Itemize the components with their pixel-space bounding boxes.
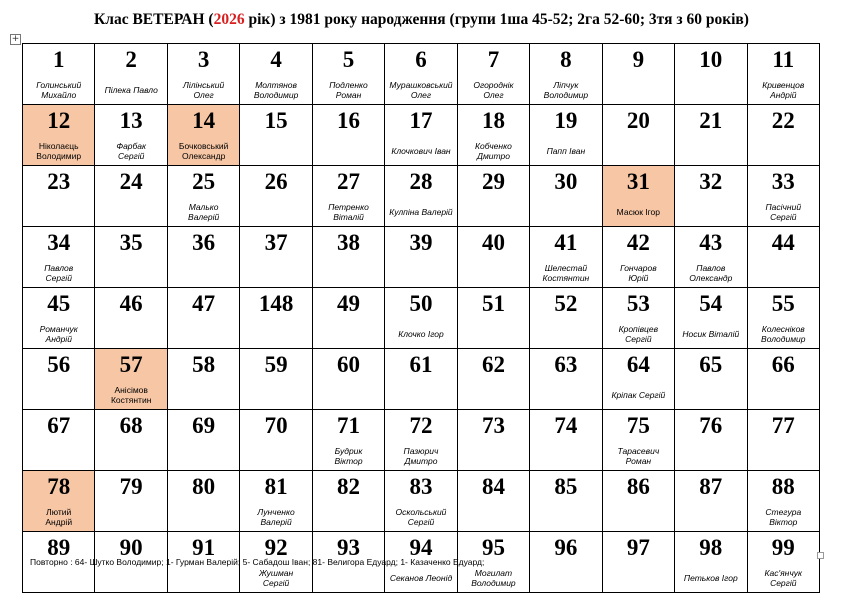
cell-name (312, 320, 384, 349)
cell-name (23, 76, 95, 105)
title-year: 2026 (213, 11, 245, 28)
cell-number: 92 (240, 532, 312, 565)
cell-name-line: Огороднік (473, 80, 514, 90)
cell-name-line: Кулпіна Валерій (389, 207, 453, 217)
cell-name (747, 137, 819, 166)
cell-number: 64 (602, 349, 674, 382)
cell-name (23, 442, 95, 471)
cell-name (385, 137, 457, 166)
cell-name (23, 198, 95, 227)
cell-name (530, 137, 602, 166)
table-move-handle-icon[interactable]: + (11, 34, 20, 44)
cell-name-line: Голинський (36, 80, 82, 90)
cell-name (385, 320, 457, 349)
cell-number: 1 (23, 44, 95, 77)
cell-name (602, 564, 674, 593)
cell-name (312, 503, 384, 532)
cell-name (95, 259, 167, 288)
cell-name (167, 198, 239, 227)
cell-name (457, 320, 529, 349)
cell-name (457, 137, 529, 166)
cell-number: 13 (95, 105, 167, 138)
cell-number: 42 (602, 227, 674, 260)
grid-name-row (23, 381, 820, 410)
cell-number: 88 (747, 471, 819, 504)
cell-number: 35 (95, 227, 167, 260)
cell-name-line: Носик Віталій (682, 329, 740, 339)
cell-name (457, 259, 529, 288)
cell-name (675, 564, 747, 593)
cell-name (167, 137, 239, 166)
cell-number: 72 (385, 410, 457, 443)
cell-number: 54 (675, 288, 747, 321)
cell-name-line: Сергій (117, 151, 145, 161)
grid-name-row (23, 259, 820, 288)
cell-number: 91 (167, 532, 239, 565)
cell-name-line: Будрик (334, 446, 363, 456)
grid-number-row (23, 349, 820, 382)
cell-number: 11 (747, 44, 819, 77)
cell-name (530, 442, 602, 471)
cell-name (675, 259, 747, 288)
cell-number: 7 (457, 44, 529, 77)
cell-number: 58 (167, 349, 239, 382)
cell-name (23, 503, 95, 532)
cell-name (747, 503, 819, 532)
cell-number: 60 (312, 349, 384, 382)
cell-name-line: Валерій (260, 517, 292, 527)
cell-name-line: Олександр (181, 151, 226, 161)
cell-name (312, 381, 384, 410)
cell-name-line: Стегура (765, 507, 802, 517)
cell-name (602, 137, 674, 166)
cell-name (240, 503, 312, 532)
cell-number: 26 (240, 166, 312, 199)
cell-number: 39 (385, 227, 457, 260)
cell-name (23, 137, 95, 166)
cell-name-line: Сергій (770, 578, 797, 588)
cell-name (675, 320, 747, 349)
cell-name-line: Петьков Ігор (683, 573, 738, 583)
cell-name-line: Жушман (258, 568, 294, 578)
title-suffix: рік) з 1981 року народження (групи 1ша 45-52; 2га 52-60; 3тя з 60 років) (244, 11, 749, 28)
cell-name (530, 320, 602, 349)
cell-name (457, 76, 529, 105)
cell-name-line: Віталій (333, 212, 364, 222)
cell-name (747, 564, 819, 593)
cell-name-line: Павлов (696, 263, 726, 273)
cell-name (240, 320, 312, 349)
cell-name (312, 76, 384, 105)
cell-name-line: Папп Іван (546, 146, 586, 156)
cell-number: 41 (530, 227, 602, 260)
cell-name-line: Олег (483, 90, 504, 100)
cell-number: 96 (530, 532, 602, 565)
cell-number: 57 (95, 349, 167, 382)
title-prefix: Клас ВЕТЕРАН ( (94, 11, 214, 28)
cell-name (675, 198, 747, 227)
cell-number: 95 (457, 532, 529, 565)
cell-name-line: Лілінський (183, 80, 225, 90)
cell-name (602, 381, 674, 410)
cell-name (602, 503, 674, 532)
cell-name-line: Ніколаєць (38, 141, 79, 151)
cell-name-line: Андрій (45, 517, 73, 527)
cell-name (457, 442, 529, 471)
cell-name (167, 76, 239, 105)
cell-name-line: Мурашковський (389, 80, 453, 90)
grid-number-row (23, 105, 820, 138)
cell-number: 21 (675, 105, 747, 138)
cell-number: 85 (530, 471, 602, 504)
cell-name-line: Пілека Павло (104, 85, 158, 95)
cell-number: 63 (530, 349, 602, 382)
cell-name (167, 503, 239, 532)
cell-number: 75 (602, 410, 674, 443)
grid-number-row (23, 166, 820, 199)
cell-number: 16 (312, 105, 384, 138)
cell-name (95, 137, 167, 166)
cell-number: 148 (240, 288, 312, 321)
grid-name-row (23, 320, 820, 349)
grid-number-row (23, 44, 820, 77)
cell-number: 14 (167, 105, 239, 138)
cell-number: 27 (312, 166, 384, 199)
cell-name (240, 76, 312, 105)
cell-name (675, 442, 747, 471)
cell-name (530, 198, 602, 227)
cell-name (747, 442, 819, 471)
cell-name (385, 564, 457, 593)
cell-number: 23 (23, 166, 95, 199)
cell-number: 66 (747, 349, 819, 382)
cell-number: 18 (457, 105, 529, 138)
cell-number: 12 (23, 105, 95, 138)
cell-number: 25 (167, 166, 239, 199)
cell-number: 76 (675, 410, 747, 443)
cell-number: 68 (95, 410, 167, 443)
cell-name-line: Шелестай (544, 263, 588, 273)
cell-name-line: Лютий (46, 507, 72, 517)
cell-name (95, 76, 167, 105)
grid-number-row (23, 471, 820, 504)
grid-name-row (23, 137, 820, 166)
cell-number: 87 (675, 471, 747, 504)
cell-name (602, 442, 674, 471)
cell-name (530, 76, 602, 105)
cell-name (95, 442, 167, 471)
cell-name-line: Петренко (328, 202, 369, 212)
cell-number: 98 (675, 532, 747, 565)
cell-name-line: Молтянов (255, 80, 297, 90)
cell-name (240, 137, 312, 166)
cell-number: 59 (240, 349, 312, 382)
cell-number: 80 (167, 471, 239, 504)
cell-name (457, 198, 529, 227)
cell-name (457, 564, 529, 593)
cell-number: 40 (457, 227, 529, 260)
cell-name-line: Олександр (689, 273, 733, 283)
cell-number: 99 (747, 532, 819, 565)
cell-number: 44 (747, 227, 819, 260)
cell-number: 55 (747, 288, 819, 321)
cell-name-line: Клочкович Іван (391, 146, 451, 156)
cell-name (385, 381, 457, 410)
cell-name-line: Пасічний (765, 202, 802, 212)
cell-name (530, 564, 602, 593)
cell-number: 97 (602, 532, 674, 565)
grid-name-row (23, 198, 820, 227)
cell-name-line: Романчук (39, 324, 78, 334)
cell-number: 83 (385, 471, 457, 504)
cell-name (385, 198, 457, 227)
repeat-note: Повторно : 64- Шутко Володимир; 1- Гурман Валерій; 5- Сабадош Іван; 81- Велигора Едуард; 1- Казаченко Едуард; (30, 557, 485, 567)
cell-name (312, 564, 384, 593)
cell-name (385, 259, 457, 288)
cell-number: 38 (312, 227, 384, 260)
cell-name-line: Павлов (44, 263, 74, 273)
cell-number: 17 (385, 105, 457, 138)
cell-name-line: Масюк Ігор (616, 207, 661, 217)
cell-number: 20 (602, 105, 674, 138)
cell-name (23, 259, 95, 288)
cell-number: 3 (167, 44, 239, 77)
cell-name-line: Кріпак Сергій (611, 390, 666, 400)
cell-number: 47 (167, 288, 239, 321)
cell-name (675, 137, 747, 166)
cell-name (602, 198, 674, 227)
cell-number: 89 (23, 532, 95, 565)
cell-number: 50 (385, 288, 457, 321)
cell-name (602, 259, 674, 288)
cell-name-line: Володимир (471, 578, 516, 588)
grid-name-row (23, 76, 820, 105)
cell-name (312, 137, 384, 166)
table-resize-handle[interactable] (817, 552, 824, 559)
cell-name (167, 442, 239, 471)
cell-name (530, 381, 602, 410)
cell-number: 73 (457, 410, 529, 443)
cell-number: 8 (530, 44, 602, 77)
cell-number: 51 (457, 288, 529, 321)
cell-number: 34 (23, 227, 95, 260)
cell-number: 37 (240, 227, 312, 260)
grid-name-row (23, 564, 820, 593)
cell-number: 36 (167, 227, 239, 260)
cell-name-line: Юрій (628, 273, 649, 283)
cell-name-line: Кас'янчук (764, 568, 803, 578)
cell-name-line: Сергій (625, 334, 652, 344)
grid-name-row (23, 442, 820, 471)
cell-name (312, 198, 384, 227)
cell-number: 29 (457, 166, 529, 199)
cell-number: 90 (95, 532, 167, 565)
cell-name-line: Тарасевич (617, 446, 660, 456)
cell-name (240, 198, 312, 227)
cell-name-line: Подленко (329, 80, 368, 90)
cell-number: 81 (240, 471, 312, 504)
cell-number: 78 (23, 471, 95, 504)
cell-number: 45 (23, 288, 95, 321)
cell-name (23, 320, 95, 349)
cell-name-line: Кривенцов (762, 80, 805, 90)
cell-number: 49 (312, 288, 384, 321)
cell-name-line: Анісімов (114, 385, 148, 395)
cell-name-line: Михайло (41, 90, 77, 100)
cell-number: 19 (530, 105, 602, 138)
cell-name (385, 442, 457, 471)
cell-number: 62 (457, 349, 529, 382)
cell-name-line: Дмитро (404, 456, 438, 466)
cell-number: 65 (675, 349, 747, 382)
cell-number: 69 (167, 410, 239, 443)
cell-name (167, 259, 239, 288)
grid-name-row (23, 503, 820, 532)
cell-name-line: Клочко Ігор (398, 329, 444, 339)
cell-name-line: Дмитро (476, 151, 510, 161)
number-grid-table (22, 43, 820, 593)
cell-name-line: Віктор (769, 517, 798, 527)
cell-number: 67 (23, 410, 95, 443)
cell-name-line: Секанов Леонід (389, 573, 453, 583)
cell-name (95, 564, 167, 593)
cell-name-line: Костянтин (110, 395, 152, 405)
cell-name-line: Гончаров (620, 263, 657, 273)
cell-name-line: Сергій (262, 578, 290, 588)
cell-name (240, 259, 312, 288)
cell-name-line: Костянтин (542, 273, 590, 283)
grid-number-row (23, 410, 820, 443)
cell-name-line: Андрій (45, 334, 72, 344)
cell-name (312, 259, 384, 288)
cell-number: 46 (95, 288, 167, 321)
cell-number: 22 (747, 105, 819, 138)
cell-number: 79 (95, 471, 167, 504)
cell-name-line: Могилат (474, 568, 513, 578)
cell-name-line: Олег (410, 90, 432, 100)
cell-number: 53 (602, 288, 674, 321)
cell-number: 94 (385, 532, 457, 565)
cell-name (747, 76, 819, 105)
cell-name-line: Володимир (253, 90, 299, 100)
cell-number: 56 (23, 349, 95, 382)
cell-number: 28 (385, 166, 457, 199)
cell-name (747, 259, 819, 288)
cell-name (675, 76, 747, 105)
cell-name (240, 381, 312, 410)
cell-number: 77 (747, 410, 819, 443)
cell-number: 43 (675, 227, 747, 260)
cell-name-line: Кобченко (475, 141, 512, 151)
cell-name (602, 320, 674, 349)
cell-name (167, 320, 239, 349)
cell-name-line: Бочковський (178, 141, 229, 151)
cell-name-line: Сергій (407, 517, 435, 527)
cell-name (747, 198, 819, 227)
cell-name (240, 442, 312, 471)
cell-name-line: Ліпчук (553, 80, 579, 90)
cell-name (240, 564, 312, 593)
grid-number-row (23, 288, 820, 321)
cell-name-line: Колесніков (761, 324, 805, 334)
cell-name (385, 503, 457, 532)
cell-name-line: Оскольський (395, 507, 447, 517)
cell-name-line: Фарбак (116, 141, 147, 151)
cell-name-line: Роман (335, 90, 362, 100)
cell-name (530, 503, 602, 532)
cell-name (457, 503, 529, 532)
page-title (0, 11, 843, 29)
cell-name (530, 259, 602, 288)
cell-number: 52 (530, 288, 602, 321)
cell-number: 2 (95, 44, 167, 77)
cell-number: 61 (385, 349, 457, 382)
cell-number: 6 (385, 44, 457, 77)
cell-name-line: Пазюрич (403, 446, 439, 456)
cell-name-line: Олег (193, 90, 214, 100)
cell-name (95, 320, 167, 349)
cell-name-line: Сергій (45, 273, 72, 283)
cell-number: 10 (675, 44, 747, 77)
cell-name (457, 381, 529, 410)
cell-number: 82 (312, 471, 384, 504)
cell-name-line: Малько (188, 202, 219, 212)
cell-name (95, 381, 167, 410)
cell-number: 31 (602, 166, 674, 199)
cell-name-line: Лунченко (257, 507, 295, 517)
grid-number-row (23, 227, 820, 260)
cell-name-line: Валерій (188, 212, 220, 222)
cell-name (675, 381, 747, 410)
cell-number: 4 (240, 44, 312, 77)
cell-name-line: Роман (625, 456, 652, 466)
cell-number: 74 (530, 410, 602, 443)
cell-name (747, 381, 819, 410)
cell-name-line: Володимир (543, 90, 589, 100)
cell-name (675, 503, 747, 532)
cell-name (747, 320, 819, 349)
cell-number: 15 (240, 105, 312, 138)
cell-name (167, 381, 239, 410)
cell-number: 70 (240, 410, 312, 443)
cell-name-line: Віктор (334, 456, 363, 466)
cell-number: 71 (312, 410, 384, 443)
cell-name (23, 564, 95, 593)
cell-number: 5 (312, 44, 384, 77)
cell-name (95, 503, 167, 532)
cell-name-line: Андрій (770, 90, 797, 100)
cell-name-line: Володимир (36, 151, 82, 161)
cell-name-line: Сергій (770, 212, 797, 222)
cell-number: 86 (602, 471, 674, 504)
cell-number: 32 (675, 166, 747, 199)
cell-name (95, 198, 167, 227)
cell-number: 9 (602, 44, 674, 77)
cell-number: 30 (530, 166, 602, 199)
cell-name (23, 381, 95, 410)
cell-number: 93 (312, 532, 384, 565)
cell-name (602, 76, 674, 105)
cell-number: 84 (457, 471, 529, 504)
cell-number: 33 (747, 166, 819, 199)
cell-name-line: Кропівцев (618, 324, 659, 334)
cell-name (167, 564, 239, 593)
cell-name (312, 442, 384, 471)
cell-number: 24 (95, 166, 167, 199)
cell-name (385, 76, 457, 105)
cell-name-line: Володимир (761, 334, 806, 344)
